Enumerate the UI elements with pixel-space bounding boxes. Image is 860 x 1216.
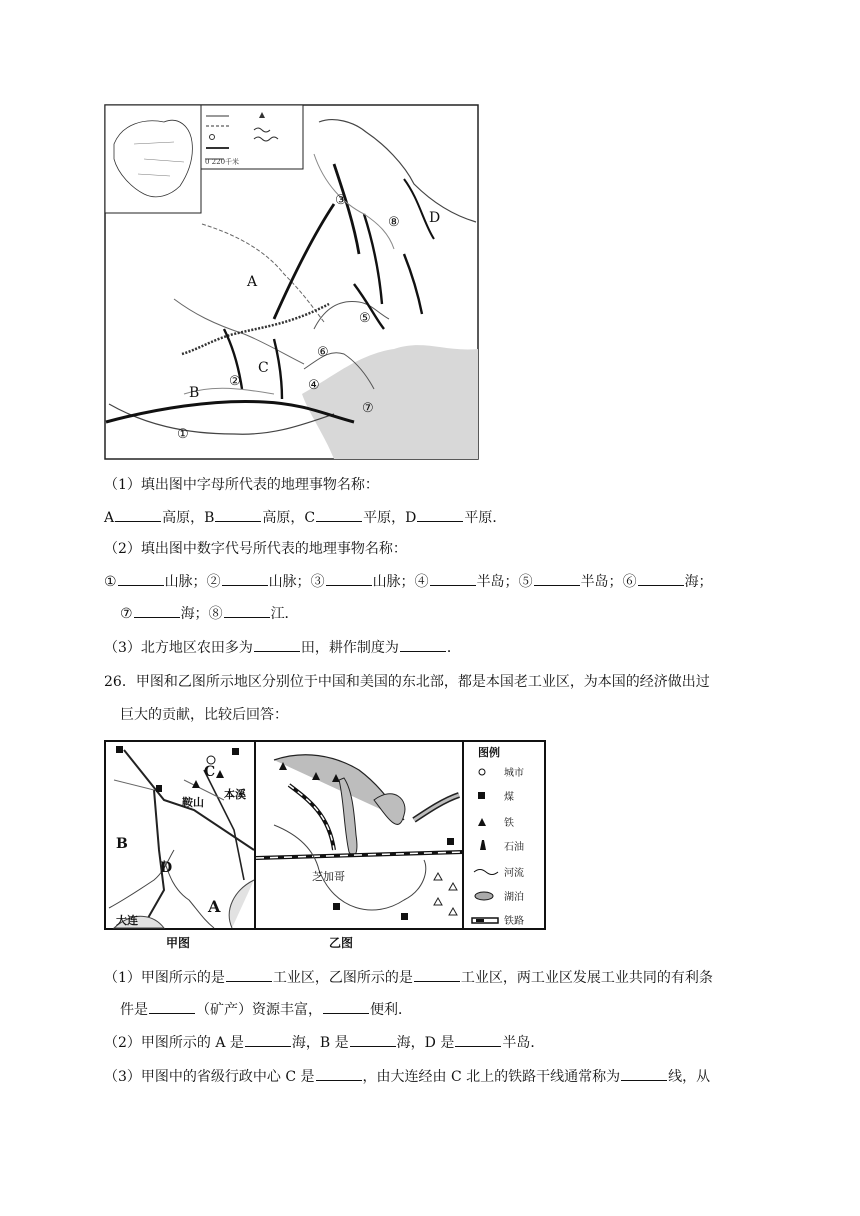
jia-label-anshan: 鞍山 <box>182 796 204 809</box>
legend-city: 城市 <box>504 768 524 779</box>
blank-sea-b[interactable] <box>350 1032 396 1047</box>
legend-oil: 石油 <box>504 842 524 853</box>
map1-label-a: A <box>247 274 258 290</box>
q26-s1-c: 工业区，两工业区发展工业共同的有利条 <box>460 970 713 986</box>
blank-transport[interactable] <box>323 999 369 1014</box>
blank-6[interactable] <box>638 571 684 586</box>
jia-label-b: B <box>116 836 128 852</box>
blank-mineral[interactable] <box>149 999 195 1014</box>
map-yi <box>255 741 463 950</box>
num-2: ② <box>206 574 221 590</box>
q25-p3-b: 田，耕作制度为 <box>300 640 399 656</box>
q25-part1-title <box>104 475 379 495</box>
blank-yi-region[interactable] <box>414 967 460 982</box>
northeast-china-map <box>104 104 479 460</box>
q26-part1-line1 <box>104 967 713 988</box>
num-8: ⑧ <box>208 606 223 622</box>
blank-peninsula-d[interactable] <box>455 1032 501 1047</box>
suffix-5: 半岛； <box>580 574 623 590</box>
blank-2[interactable] <box>222 571 268 586</box>
q25-part1-answers <box>104 507 506 528</box>
q26-part1-line2 <box>120 999 412 1020</box>
blank-sea-a[interactable] <box>245 1032 291 1047</box>
jia-label-c: C <box>204 764 216 780</box>
q26-s2-b: 海，B 是 <box>291 1035 349 1051</box>
q25-part2-title <box>104 539 407 559</box>
inset-legend <box>201 105 303 169</box>
q25-p3-a: （3）北方地区农田多为 <box>104 640 253 656</box>
q26-s1-f: 便利． <box>370 1002 412 1018</box>
jia-label-dalian: 大连 <box>116 914 138 927</box>
blank-3[interactable] <box>326 571 372 586</box>
blank-railway-name[interactable] <box>621 1066 667 1081</box>
num-3: ③ <box>310 574 325 590</box>
suffix-d: 平原． <box>464 510 507 526</box>
jia-caption: 甲图 <box>166 936 191 950</box>
num-4: ④ <box>414 574 429 590</box>
q26-s2-a: （2）甲图所示的 A 是 <box>104 1035 244 1051</box>
q25-part2-answers <box>104 571 713 592</box>
blank-8[interactable] <box>224 603 270 618</box>
q25-part3 <box>104 637 461 658</box>
map1-num-8: ⑧ <box>388 215 400 230</box>
blank-7[interactable] <box>134 603 180 618</box>
num-5: ⑤ <box>518 574 533 590</box>
blank-5[interactable] <box>534 571 580 586</box>
q25-part1-title-text: （1）填出图中字母所代表的地理事物名称： <box>104 477 379 493</box>
legend-coal: 煤 <box>504 792 514 803</box>
map1-num-1: ① <box>177 427 189 442</box>
suffix-7: 海； <box>180 606 209 622</box>
label-a: A <box>104 510 115 526</box>
map1-label-d: D <box>429 210 441 226</box>
industrial-regions-map <box>104 740 546 952</box>
blank-1[interactable] <box>118 571 164 586</box>
q26-intro-line2 <box>120 705 288 725</box>
q26-intro1: 26．甲图和乙图所示地区分别位于中国和美国的东北部，都是本国老工业区，为本国的经济做出过 <box>104 674 710 690</box>
q26-s2-d: 半岛． <box>502 1035 545 1051</box>
blank-capital-c[interactable] <box>316 1066 362 1081</box>
legend-river: 河流 <box>504 868 524 879</box>
suffix-8: 江． <box>270 606 299 622</box>
q26-s2-c: 海，D 是 <box>396 1035 455 1051</box>
inset-china-map <box>105 105 201 213</box>
q26-s1-b: 工业区，乙图所示的是 <box>272 970 413 986</box>
suffix-1: 山脉； <box>164 574 207 590</box>
map1-num-5: ⑤ <box>359 311 371 326</box>
map1-num-4: ④ <box>308 378 320 393</box>
blank-b[interactable] <box>215 507 261 522</box>
map1-label-c: C <box>258 360 269 376</box>
q26-s3-a: （3）甲图中的省级行政中心 C 是 <box>104 1069 315 1085</box>
map-legend <box>463 741 545 929</box>
q26-intro-line1 <box>104 672 710 692</box>
suffix-c: 平原，D <box>363 510 417 526</box>
yi-label-chicago: 芝加哥 <box>312 870 345 883</box>
yi-caption: 乙图 <box>329 936 354 950</box>
jia-label-a: A <box>208 897 221 916</box>
blank-a[interactable] <box>115 507 161 522</box>
suffix-b: 高原，C <box>262 510 316 526</box>
blank-4[interactable] <box>430 571 476 586</box>
jia-label-d: D <box>160 860 173 876</box>
map1-label-b: B <box>189 385 200 401</box>
suffix-a: 高原，B <box>162 510 215 526</box>
q26-intro2: 巨大的贡献，比较后回答： <box>120 707 288 723</box>
legend-title: 图例 <box>478 746 500 759</box>
q26-part2 <box>104 1032 544 1053</box>
blank-field-type[interactable] <box>254 637 300 652</box>
legend-lake: 湖泊 <box>504 892 524 903</box>
map1-num-3: ③ <box>335 193 347 208</box>
blank-d[interactable] <box>417 507 463 522</box>
q26-s1-d: 件是 <box>120 1002 148 1018</box>
map1-num-2: ② <box>229 374 241 389</box>
q26-s3-b: ，由大连经由 C 北上的铁路干线通常称为 <box>362 1069 621 1085</box>
suffix-4: 半岛； <box>476 574 519 590</box>
q26-s3-c: 线，从 <box>668 1069 711 1085</box>
num-6: ⑥ <box>622 574 637 590</box>
num-1: ① <box>104 574 117 590</box>
q26-part3 <box>104 1066 710 1087</box>
suffix-3: 山脉； <box>372 574 415 590</box>
legend-iron: 铁 <box>504 818 514 829</box>
q25-part2-title-text: （2）填出图中数字代号所代表的地理事物名称： <box>104 541 407 557</box>
q25-p3-c: ． <box>446 640 461 656</box>
q26-s1-a: （1）甲图所示的是 <box>104 970 225 986</box>
map1-num-7: ⑦ <box>362 401 374 416</box>
map1-num-6: ⑥ <box>317 345 329 360</box>
num-7: ⑦ <box>120 606 133 622</box>
legend-railway: 铁路 <box>504 916 524 927</box>
q26-s1-e: （矿产）资源丰富， <box>196 1002 322 1018</box>
scale-label: 0 220千米 <box>205 158 240 166</box>
q25-part2-answers-cont <box>120 603 299 624</box>
blank-farming-system[interactable] <box>400 637 446 652</box>
blank-c[interactable] <box>316 507 362 522</box>
suffix-2: 山脉； <box>268 574 311 590</box>
blank-jia-region[interactable] <box>226 967 272 982</box>
suffix-6: 海； <box>684 574 713 590</box>
jia-label-benxi: 本溪 <box>224 788 246 801</box>
map-jia <box>105 741 255 950</box>
